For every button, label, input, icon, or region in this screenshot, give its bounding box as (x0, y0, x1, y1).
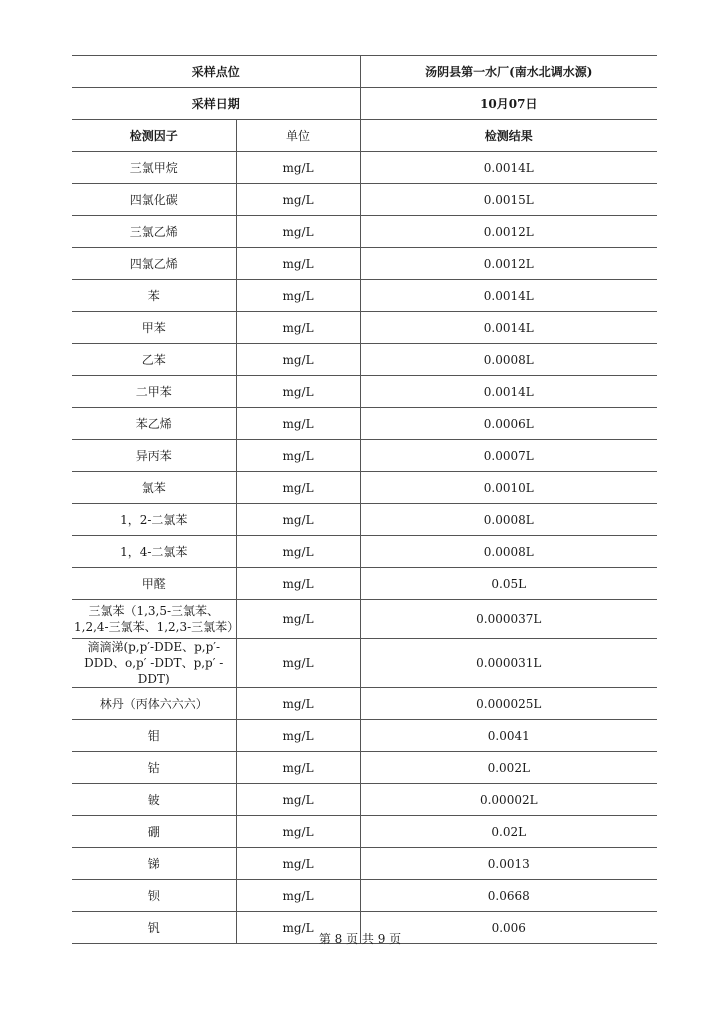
factor-cell: 苯 (72, 280, 236, 312)
table-row (72, 152, 657, 184)
result-cell: 0.0007L (360, 440, 657, 472)
unit-cell: mg/L (236, 472, 360, 504)
result-cell: 0.02L (360, 816, 657, 848)
page-footer: 第 8 页 共 9 页 (318, 932, 402, 946)
result-cell: 0.006 (360, 912, 657, 944)
unit-cell: mg/L (236, 816, 360, 848)
factor-cell: 二甲苯 (72, 376, 236, 408)
factor-cell: 三氯乙烯 (72, 216, 236, 248)
result-cell: 0.0008L (360, 536, 657, 568)
unit-cell: mg/L (236, 784, 360, 816)
result-cell: 0.0014L (360, 280, 657, 312)
unit-cell: mg/L (236, 880, 360, 912)
unit-cell: mg/L (236, 152, 360, 184)
table-row (72, 536, 657, 568)
table-row (72, 472, 657, 504)
date-label: 采样日期 (72, 88, 360, 120)
result-cell: 0.000031L (360, 639, 657, 688)
table-row (72, 216, 657, 248)
table-row (72, 344, 657, 376)
unit-cell: mg/L (236, 639, 360, 688)
result-cell: 0.0008L (360, 344, 657, 376)
table-row (72, 504, 657, 536)
table-row (72, 280, 657, 312)
unit-cell: mg/L (236, 536, 360, 568)
table-row (72, 408, 657, 440)
result-cell: 0.0015L (360, 184, 657, 216)
factor-cell: 三氯苯（1,3,5-三氯苯、1,2,4-三氯苯、1,2,3-三氯苯） (72, 600, 236, 639)
table-row (72, 816, 657, 848)
column-header-unit: 单位 (236, 120, 360, 152)
site-value: 汤阴县第一水厂(南水北调水源) (360, 56, 657, 88)
result-cell: 0.0668 (360, 880, 657, 912)
table-row (72, 639, 657, 688)
factor-cell: 锑 (72, 848, 236, 880)
factor-cell: 滴滴涕(p,p′-DDE、p,p′-DDD、o,p′ -DDT、p,p′ -DDT) (72, 639, 236, 688)
table-row (72, 600, 657, 639)
table-row (72, 688, 657, 720)
unit-cell: mg/L (236, 280, 360, 312)
factor-cell: 苯乙烯 (72, 408, 236, 440)
table-row (72, 784, 657, 816)
factor-cell: 氯苯 (72, 472, 236, 504)
factor-cell: 钴 (72, 752, 236, 784)
result-cell: 0.0012L (360, 216, 657, 248)
result-cell: 0.000037L (360, 600, 657, 639)
column-header-factor: 检测因子 (72, 120, 236, 152)
factor-cell: 甲醛 (72, 568, 236, 600)
factor-cell: 硼 (72, 816, 236, 848)
unit-cell: mg/L (236, 184, 360, 216)
result-cell: 0.0014L (360, 376, 657, 408)
unit-cell: mg/L (236, 248, 360, 280)
table-row (72, 568, 657, 600)
result-cell: 0.0013 (360, 848, 657, 880)
factor-cell: 甲苯 (72, 312, 236, 344)
factor-cell: 铍 (72, 784, 236, 816)
factor-cell: 钡 (72, 880, 236, 912)
table-row (72, 752, 657, 784)
unit-cell: mg/L (236, 568, 360, 600)
table-row (72, 376, 657, 408)
factor-cell: 乙苯 (72, 344, 236, 376)
unit-cell: mg/L (236, 408, 360, 440)
result-cell: 0.00002L (360, 784, 657, 816)
header-row (72, 120, 657, 152)
unit-cell: mg/L (236, 216, 360, 248)
factor-cell: 林丹（丙体六六六） (72, 688, 236, 720)
table-row (72, 720, 657, 752)
factor-cell: 1，2-二氯苯 (72, 504, 236, 536)
result-cell: 0.0008L (360, 504, 657, 536)
site-row (72, 56, 657, 88)
unit-cell: mg/L (236, 720, 360, 752)
result-cell: 0.0010L (360, 472, 657, 504)
factor-cell: 三氯甲烷 (72, 152, 236, 184)
result-cell: 0.05L (360, 568, 657, 600)
test-results-table (72, 55, 657, 944)
result-cell: 0.0014L (360, 312, 657, 344)
factor-cell: 异丙苯 (72, 440, 236, 472)
table-row (72, 848, 657, 880)
result-cell: 0.0012L (360, 248, 657, 280)
factor-cell: 四氯化碳 (72, 184, 236, 216)
unit-cell: mg/L (236, 752, 360, 784)
result-cell: 0.0014L (360, 152, 657, 184)
table-row (72, 880, 657, 912)
table-row (72, 312, 657, 344)
result-cell: 0.0041 (360, 720, 657, 752)
result-cell: 0.002L (360, 752, 657, 784)
table-row (72, 184, 657, 216)
column-header-result: 检测结果 (360, 120, 657, 152)
factor-cell: 钼 (72, 720, 236, 752)
factor-cell: 钒 (72, 912, 236, 944)
unit-cell: mg/L (236, 600, 360, 639)
unit-cell: mg/L (236, 688, 360, 720)
unit-cell: mg/L (236, 312, 360, 344)
unit-cell: mg/L (236, 440, 360, 472)
unit-cell: mg/L (236, 848, 360, 880)
table-row (72, 248, 657, 280)
table-row (72, 440, 657, 472)
unit-cell: mg/L (236, 504, 360, 536)
unit-cell: mg/L (236, 344, 360, 376)
unit-cell: mg/L (236, 912, 360, 944)
site-label: 采样点位 (72, 56, 360, 88)
date-value: 10月07日 (360, 88, 657, 120)
result-cell: 0.000025L (360, 688, 657, 720)
result-cell: 0.0006L (360, 408, 657, 440)
date-row (72, 88, 657, 120)
factor-cell: 四氯乙烯 (72, 248, 236, 280)
factor-cell: 1，4-二氯苯 (72, 536, 236, 568)
unit-cell: mg/L (236, 376, 360, 408)
